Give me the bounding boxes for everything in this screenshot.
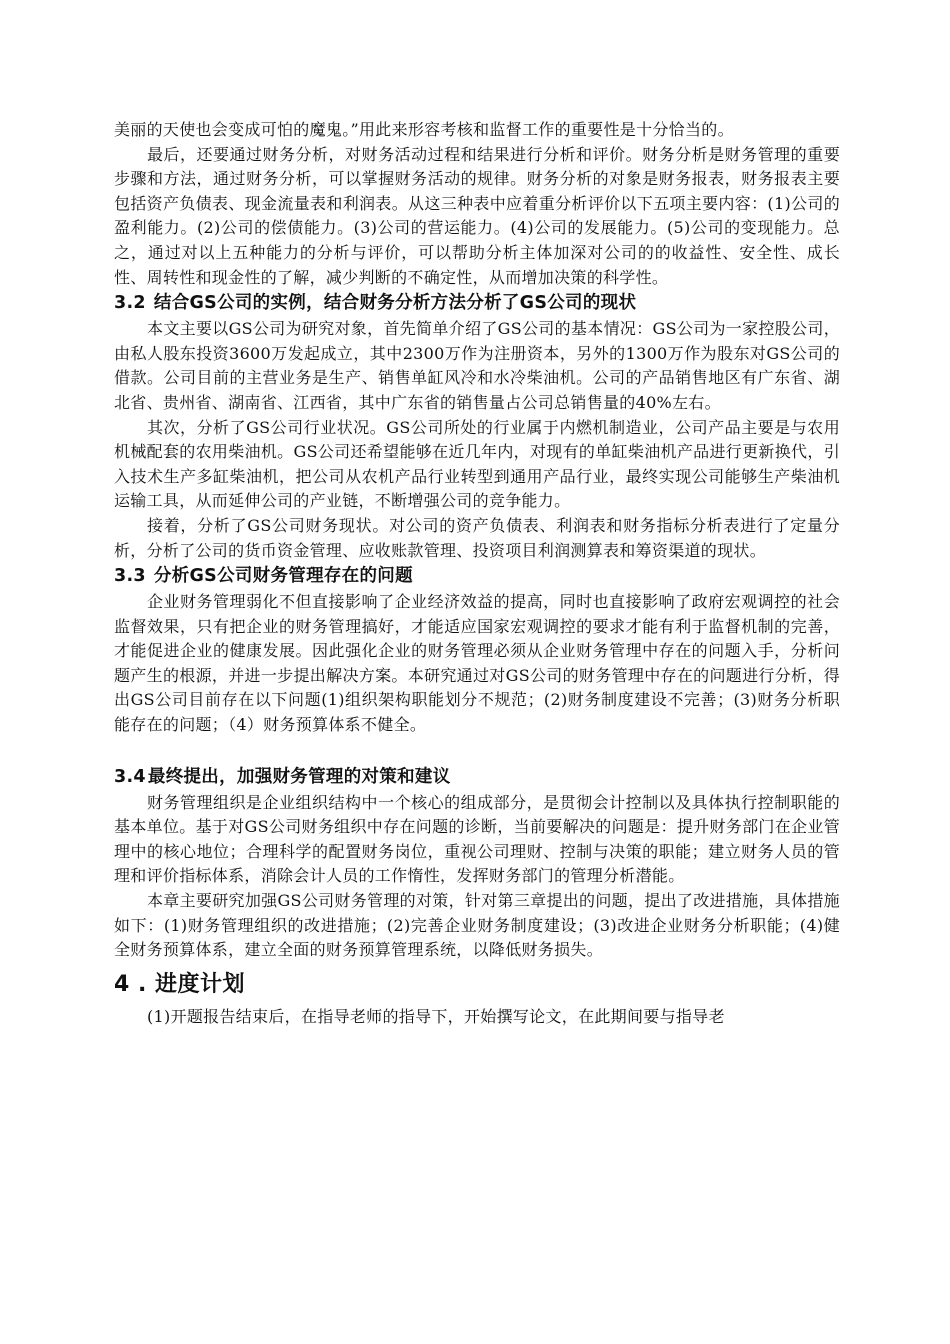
paragraph-financial-analysis: 最后，还要通过财务分析，对财务活动过程和结果进行分析和评价。财务分析是财务管理的重要步骤和方法，通过财务分析，可以掌握财务活动的规律。财务分析的对象是财务报表，财务报表主要包括资产负债表、现金流量表和利润表。从这三种表中应着重分析评价以下五项主要内容：(1)公司的盈利能力。(2)公司的偿债能力。(3)公司的营运能力。(4)公司的发展能力。(5)公司的变现能力。总之，通过对以上五种能力的分析与评价，可以帮助分析主体加深对公司的的收益性、安全性、成长性、周转性和现金性的了解，减少判断的不确定性，从而增加决策的科学性。 — [114, 144, 840, 287]
section-title: 结合GS公司的实例，结合财务分析方法分析了GS公司的现状 — [153, 293, 637, 314]
section-title: 最终提出，加强财务管理的对策和建议 — [147, 766, 451, 787]
section-3-2-paragraph-2: 其次，分析了GS公司行业状况。GS公司所处的行业属于内燃机制造业，公司产品主要是与农用机械配套的农用柴油机。GS公司还希望能够在近几年内，对现有的单缸柴油机产品进行更新换代，引入技术生产多缸柴油机，把公司从农机产品行业转型到通用产品行业，最终实现公司能够生产柴油机运输工具，从而延伸公司的产业链，不断增强公司的竞争能力。 — [114, 417, 840, 511]
document-page — [114, 118, 840, 1029]
section-number: 3.2 — [114, 293, 146, 314]
section-title: 分析GS公司财务管理存在的问题 — [153, 566, 413, 587]
continuation-paragraph: 美丽的天使也会变成可怕的魔鬼。”用此来形容考核和监督工作的重要性是十分恰当的。 — [114, 120, 734, 139]
section-number: 3.3 — [114, 566, 146, 587]
section-4-heading — [114, 969, 840, 1001]
section-3-3-paragraph-1: 企业财务管理弱化不但直接影响了企业经济效益的提高，同时也直接影响了政府宏观调控的社会监督效果，只有把企业的财务管理搞好，才能适应国家宏观调控的要求才能有利于监督机制的完善，才能促进企业的健康发展。因此强化企业的财务管理必须从企业财务管理中存在的问题入手，分析问题产生的根源，并进一步提出解决方案。本研究通过对GS公司的财务管理中存在的问题进行分析，得出GS公司目前存在以下问题(1)组织架构职能划分不规范；(2)财务制度建设不完善；(3)财务分析职能存在的问题；（4）财务预算体系不健全。 — [114, 592, 840, 735]
section-3-4-paragraph-1: 财务管理组织是企业组织结构中一个核心的组成部分，是贯彻会计控制以及具体执行控制职能的基本单位。基于对GS公司财务组织中存在问题的诊断，当前要解决的问题是：提升财务部门在企业管理中的核心地位；合理科学的配置财务岗位，重视公司理财、控制与决策的职能；建立财务人员的管理和评价指标体系，消除会计人员的工作惰性，发挥财务部门的管理分析潜能。 — [114, 792, 840, 886]
section-number: 3.4 — [114, 766, 146, 787]
section-4-paragraph-1: (1)开题报告结束后，在指导老师的指导下，开始撰写论文，在此期间要与指导老 — [147, 1006, 725, 1026]
section-3-4-heading — [114, 764, 840, 791]
section-3-3-heading — [114, 563, 840, 590]
section-title: 进度计划 — [155, 971, 246, 997]
section-3-2-paragraph-3: 接着，分析了GS公司财务现状。对公司的资产负债表、利润表和财务指标分析表进行了定量分析，分析了公司的货币资金管理、应收账款管理、投资项目利润测算表和筹资渠道的现状。 — [114, 515, 840, 560]
section-3-2-paragraph-1: 本文主要以GS公司为研究对象，首先简单介绍了GS公司的基本情况：GS公司为一家控股公司，由私人股东投资3600万发起成立，其中2300万作为注册资本，另外的1300万作为股东对GS公司的借款。公司目前的主营业务是生产、销售单缸风冷和水冷柴油机。公司的产品销售地区有广东省、湖北省、贵州省、湖南省、江西省，其中广东省的销售量占公司总销售量的40%左右。 — [114, 319, 840, 412]
section-number: 4 . — [114, 971, 147, 997]
section-3-2-heading — [114, 290, 840, 317]
section-3-4-paragraph-2: 本章主要研究加强GS公司财务管理的对策，针对第三章提出的问题，提出了改进措施，具体措施如下：(1)财务管理组织的改进措施；(2)完善企业财务制度建设；(3)改进企业财务分析职能；(4)健全财务预算体系，建立全面的财务预算管理系统，以降低财务损失。 — [114, 891, 840, 960]
